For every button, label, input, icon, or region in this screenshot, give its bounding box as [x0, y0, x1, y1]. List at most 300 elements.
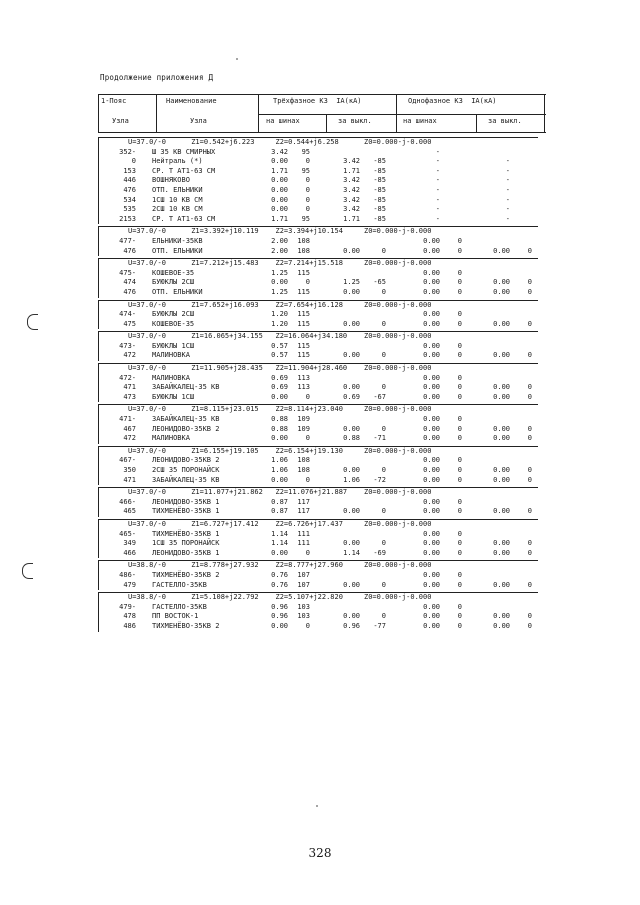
- table-row: [98, 571, 546, 581]
- cell-node-name: ОТП. ЕЛЬНИКИ: [152, 246, 203, 255]
- table-row: [98, 415, 546, 425]
- cell-switch-current-1ph: 0.00: [493, 351, 510, 360]
- table-row: [98, 310, 546, 320]
- cell-node: 475-: [119, 268, 136, 277]
- cell-bus-current-3ph: 2.00: [271, 246, 288, 255]
- cell-node: 475: [123, 319, 136, 328]
- block-impedance-text: U=37.0/-0 Z1=8.115+j23.015 Z2=8.114+j23.040 Z0=0.000-j-0.000: [128, 405, 432, 414]
- header-divider: [326, 114, 327, 132]
- cell-bus-current-1ph: 0.00: [423, 507, 440, 516]
- cell-bus-angle-1ph: 0: [457, 434, 462, 443]
- cell-bus-angle-1ph: 0: [457, 415, 462, 424]
- cell-switch-current-3ph: 1.71: [343, 166, 360, 175]
- cell-node-name: 1СШ 10 КВ СМ: [152, 195, 203, 204]
- table-row: [98, 383, 546, 393]
- cell-bus-current-3ph: 1.06: [271, 456, 288, 465]
- cell-bus-current-1ph: 0.00: [423, 278, 440, 287]
- cell-switch-current-1ph: 0.00: [493, 392, 510, 401]
- block-impedance-text: U=37.0/-0 Z1=16.065+j34.155 Z2=16.064+j34.180 Z0=0.000-j-0.000: [128, 332, 432, 341]
- cell-bus-current-1ph: 0.00: [423, 475, 440, 484]
- cell-switch-current-1ph: -: [505, 185, 510, 194]
- cell-switch-angle-3ph: -77: [373, 621, 386, 630]
- cell-bus-angle-3ph: 113: [297, 383, 310, 392]
- table-row: [98, 425, 546, 435]
- cell-bus-angle-1ph: 0: [457, 246, 462, 255]
- cell-bus-angle-3ph: 0: [305, 176, 310, 185]
- cell-node: 486: [123, 621, 136, 630]
- block-impedance-text: U=37.0/-0 Z1=7.652+j16.093 Z2=7.654+j16.128 Z0=0.000-j-0.000: [128, 300, 432, 309]
- cell-node: 476: [123, 246, 136, 255]
- cell-switch-current-1ph: 0.00: [493, 278, 510, 287]
- cell-bus-angle-3ph: 95: [301, 166, 310, 175]
- cell-switch-current-1ph: -: [505, 157, 510, 166]
- cell-node-name: КОШЕВОЕ-35: [152, 319, 195, 328]
- cell-bus-current-3ph: 1.25: [271, 268, 288, 277]
- block-impedance-text: U=37.0/-0 Z1=11.077+j21.862 Z2=11.076+j21.887 Z0=0.000-j-0.000: [128, 488, 432, 497]
- cell-switch-current-1ph: 0.00: [493, 612, 510, 621]
- cell-switch-angle-3ph: -69: [373, 548, 386, 557]
- cell-switch-current-3ph: 0.00: [343, 246, 360, 255]
- table-row: [98, 215, 546, 225]
- cell-bus-current-3ph: 0.00: [271, 205, 288, 214]
- cell-node: 2153: [119, 214, 136, 223]
- node-block: [98, 258, 546, 297]
- cell-bus-angle-3ph: 0: [305, 475, 310, 484]
- table-row: [98, 186, 546, 196]
- cell-bus-angle-1ph: 0: [457, 507, 462, 516]
- cell-node-name: МАЛИНОВКА: [152, 351, 190, 360]
- cell-node: 467: [123, 424, 136, 433]
- cell-node-name: ЗАБАЙКАЛЕЦ-35 КВ: [152, 475, 220, 484]
- table-row: [98, 507, 546, 517]
- cell-switch-angle-1ph: 0: [527, 392, 532, 401]
- table-row: [98, 581, 546, 591]
- cell-switch-current-3ph: 0.00: [343, 287, 360, 296]
- table-row: [98, 612, 546, 622]
- cell-node-name: ЗАБАЙКАЛЕЦ-35 КВ: [152, 415, 220, 424]
- cell-node: 476: [123, 287, 136, 296]
- cell-bus-angle-1ph: 0: [457, 475, 462, 484]
- cell-switch-angle-3ph: -67: [373, 392, 386, 401]
- cell-bus-current-3ph: 1.25: [271, 287, 288, 296]
- cell-bus-angle-3ph: 117: [297, 497, 310, 506]
- cell-switch-angle-1ph: 0: [527, 287, 532, 296]
- cell-bus-current-1ph: 0.00: [423, 415, 440, 424]
- block-header-row: [98, 488, 546, 498]
- cell-bus-angle-1ph: 0: [457, 497, 462, 506]
- cell-bus-angle-3ph: 108: [297, 456, 310, 465]
- cell-bus-current-3ph: 0.96: [271, 612, 288, 621]
- cell-node-name: БУЮКЛЫ 1СШ: [152, 392, 195, 401]
- cell-bus-angle-3ph: 117: [297, 507, 310, 516]
- table-row: [98, 247, 546, 257]
- cell-bus-current-1ph: 0.00: [423, 424, 440, 433]
- cell-bus-current-1ph: 0.00: [423, 497, 440, 506]
- cell-node: 486-: [119, 570, 136, 579]
- cell-switch-angle-3ph: 0: [381, 319, 386, 328]
- cell-switch-current-1ph: 0.00: [493, 621, 510, 630]
- cell-switch-angle-1ph: 0: [527, 351, 532, 360]
- cell-bus-angle-1ph: 0: [457, 383, 462, 392]
- cell-bus-current-1ph: -: [435, 205, 440, 214]
- cell-bus-angle-3ph: 115: [297, 319, 310, 328]
- cell-bus-angle-1ph: 0: [457, 570, 462, 579]
- cell-node: 471: [123, 475, 136, 484]
- cell-bus-angle-1ph: 0: [457, 319, 462, 328]
- header-behind-switch: за выкл.: [488, 117, 522, 125]
- cell-switch-angle-1ph: 0: [527, 383, 532, 392]
- cell-node: 472: [123, 434, 136, 443]
- node-block: [98, 519, 546, 558]
- page-number: 328: [308, 846, 332, 860]
- cell-switch-current-3ph: 0.88: [343, 434, 360, 443]
- cell-switch-current-1ph: -: [505, 205, 510, 214]
- cell-bus-angle-1ph: 0: [457, 278, 462, 287]
- block-impedance-text: U=37.0/-0 Z1=6.155+j19.105 Z2=6.154+j19.130 Z0=0.000-j-0.000: [128, 446, 432, 455]
- cell-switch-current-3ph: 3.42: [343, 205, 360, 214]
- header-on-buses: на шинах: [266, 117, 300, 125]
- cell-node: 446: [123, 176, 136, 185]
- cell-node-name: ВОШНЯКОВО: [152, 176, 190, 185]
- cell-bus-angle-3ph: 113: [297, 373, 310, 382]
- binding-hole-mark: [27, 314, 38, 330]
- cell-bus-angle-3ph: 0: [305, 548, 310, 557]
- cell-node-name: БУЮКЛЫ 1СШ: [152, 341, 195, 350]
- cell-switch-current-1ph: -: [505, 166, 510, 175]
- cell-bus-current-1ph: 0.00: [423, 456, 440, 465]
- cell-node: 472-: [119, 373, 136, 382]
- cell-bus-current-1ph: 0.00: [423, 602, 440, 611]
- cell-switch-current-3ph: 3.42: [343, 157, 360, 166]
- cell-node-name: МАЛИНОВКА: [152, 373, 190, 382]
- cell-bus-angle-3ph: 107: [297, 570, 310, 579]
- node-block: [98, 137, 546, 224]
- table-row: [98, 278, 546, 288]
- cell-node: 349: [123, 539, 136, 548]
- table-row: [98, 466, 546, 476]
- cell-switch-current-3ph: 0.00: [343, 383, 360, 392]
- cell-switch-current-3ph: 0.00: [343, 466, 360, 474]
- cell-switch-current-3ph: 3.42: [343, 195, 360, 204]
- header-divider: [396, 94, 397, 132]
- cell-bus-current-1ph: 0.00: [423, 319, 440, 328]
- table-row: [98, 351, 546, 361]
- cell-node-name: ЛЕОНИДОВО-35КВ 2: [152, 424, 220, 433]
- block-header-row: [98, 259, 546, 269]
- cell-bus-current-1ph: -: [435, 147, 440, 156]
- binding-hole-mark: [22, 563, 33, 579]
- table-row: [98, 374, 546, 384]
- cell-node-name: МАЛИНОВКА: [152, 434, 190, 443]
- cell-bus-angle-1ph: 0: [457, 268, 462, 277]
- cell-node: 472: [123, 351, 136, 360]
- cell-bus-current-3ph: 1.20: [271, 310, 288, 319]
- node-block: [98, 487, 546, 517]
- table-row: [98, 456, 546, 466]
- cell-node: 474-: [119, 310, 136, 319]
- cell-node-name: ТИХМЕНЁВО-35КВ 1: [152, 529, 220, 538]
- cell-bus-current-1ph: -: [435, 166, 440, 175]
- cell-bus-angle-1ph: 0: [457, 373, 462, 382]
- cell-bus-current-3ph: 0.57: [271, 341, 288, 350]
- header-node-belt: 1-Пояс: [101, 97, 127, 105]
- header-bottom-rule: [98, 132, 546, 133]
- cell-bus-angle-3ph: 111: [297, 539, 310, 548]
- cell-node-name: БУЮКЛЫ 2СШ: [152, 310, 195, 319]
- header-single-phase: Однофазное КЗ IA(кА): [408, 97, 497, 105]
- cell-bus-angle-1ph: 0: [457, 580, 462, 589]
- header-divider: [544, 94, 545, 132]
- cell-bus-current-3ph: 1.06: [271, 466, 288, 474]
- cell-bus-current-1ph: 0.00: [423, 548, 440, 557]
- block-impedance-text: U=37.0/-0 Z1=7.212+j15.483 Z2=7.214+j15.518 Z0=0.000-j-0.000: [128, 259, 432, 268]
- cell-bus-current-1ph: 0.00: [423, 373, 440, 382]
- header-node-name: Узла: [190, 117, 207, 125]
- cell-bus-angle-3ph: 109: [297, 424, 310, 433]
- table-row: [98, 167, 546, 177]
- cell-bus-angle-1ph: 0: [457, 392, 462, 401]
- cell-bus-angle-1ph: 0: [457, 612, 462, 621]
- cell-bus-current-1ph: 0.00: [423, 529, 440, 538]
- cell-bus-current-1ph: 0.00: [423, 268, 440, 277]
- block-impedance-text: U=37.0/-0 Z1=6.727+j17.412 Z2=6.726+j17.437 Z0=0.000-j-0.000: [128, 519, 432, 528]
- cell-switch-angle-3ph: 0: [381, 246, 386, 255]
- cell-bus-angle-3ph: 115: [297, 341, 310, 350]
- node-block: [98, 331, 546, 361]
- block-impedance-text: U=38.8/-0 Z1=5.108+j22.792 Z2=5.107+j22.820 Z0=0.000-j-0.000: [128, 593, 432, 602]
- cell-switch-current-1ph: 0.00: [493, 466, 510, 474]
- cell-bus-angle-3ph: 109: [297, 415, 310, 424]
- header-mid-rule: [258, 114, 546, 115]
- cell-bus-angle-3ph: 103: [297, 602, 310, 611]
- header-divider: [476, 114, 477, 132]
- node-block: [98, 300, 546, 330]
- cell-switch-current-3ph: 0.00: [343, 424, 360, 433]
- cell-switch-current-1ph: 0.00: [493, 434, 510, 443]
- cell-switch-current-1ph: 0.00: [493, 287, 510, 296]
- cell-bus-current-3ph: 0.87: [271, 497, 288, 506]
- cell-switch-current-3ph: 3.42: [343, 176, 360, 185]
- table-row: [98, 148, 546, 158]
- cell-bus-current-3ph: 0.76: [271, 570, 288, 579]
- cell-bus-current-3ph: 0.00: [271, 185, 288, 194]
- cell-switch-angle-1ph: 0: [527, 580, 532, 589]
- cell-bus-current-1ph: 0.00: [423, 392, 440, 401]
- cell-node: 471-: [119, 415, 136, 424]
- cell-bus-angle-3ph: 108: [297, 236, 310, 245]
- cell-bus-current-3ph: 1.71: [271, 166, 288, 175]
- cell-switch-current-3ph: 1.06: [343, 475, 360, 484]
- cell-bus-current-3ph: 0.88: [271, 424, 288, 433]
- cell-switch-angle-3ph: 0: [381, 466, 386, 474]
- scan-speck: [236, 58, 238, 60]
- cell-bus-current-1ph: -: [435, 195, 440, 204]
- cell-bus-current-3ph: 0.69: [271, 383, 288, 392]
- cell-switch-current-3ph: 0.96: [343, 621, 360, 630]
- cell-switch-angle-1ph: 0: [527, 434, 532, 443]
- cell-switch-current-1ph: 0.00: [493, 246, 510, 255]
- cell-node: 465: [123, 507, 136, 516]
- cell-bus-angle-3ph: 0: [305, 621, 310, 630]
- cell-bus-current-3ph: 1.20: [271, 319, 288, 328]
- cell-switch-current-3ph: 3.42: [343, 185, 360, 194]
- cell-node: 474: [123, 278, 136, 287]
- header-divider: [258, 94, 259, 132]
- block-header-row: [98, 447, 546, 457]
- cell-node-name: СР. Т АТ1-63 СМ: [152, 166, 216, 175]
- cell-switch-angle-1ph: 0: [527, 475, 532, 484]
- cell-switch-angle-3ph: 0: [381, 287, 386, 296]
- node-block: [98, 560, 546, 590]
- table-row: [98, 176, 546, 186]
- cell-switch-current-3ph: 1.14: [343, 548, 360, 557]
- cell-node-name: ГАСТЕЛЛО-35КВ: [152, 602, 207, 611]
- cell-bus-current-1ph: 0.00: [423, 539, 440, 548]
- cell-node: 479-: [119, 602, 136, 611]
- cell-switch-angle-1ph: 0: [527, 278, 532, 287]
- block-impedance-text: U=37.0/-0 Z1=3.392+j10.119 Z2=3.394+j10.154 Z0=0.000-j-0.000: [128, 227, 432, 236]
- cell-node: 467-: [119, 456, 136, 465]
- cell-switch-current-3ph: 1.25: [343, 278, 360, 287]
- cell-node-name: 1СШ 35 ПОРОНАЙСК: [152, 539, 220, 548]
- block-impedance-text: U=37.0/-0 Z1=0.542+j6.223 Z2=0.544+j6.258 Z0=0.000-j-0.000: [128, 138, 432, 146]
- cell-bus-current-1ph: 0.00: [423, 570, 440, 579]
- header-name: Наименование: [166, 97, 217, 105]
- cell-bus-angle-3ph: 0: [305, 434, 310, 443]
- cell-node: 473-: [119, 341, 136, 350]
- cell-switch-angle-3ph: -85: [373, 185, 386, 194]
- cell-switch-current-3ph: 0.00: [343, 539, 360, 548]
- cell-switch-angle-1ph: 0: [527, 507, 532, 516]
- cell-bus-current-3ph: 0.57: [271, 351, 288, 360]
- cell-node-name: ЗАБАЙКАЛЕЦ-35 КВ: [152, 383, 220, 392]
- cell-node: 153: [123, 166, 136, 175]
- cell-switch-current-1ph: 0.00: [493, 507, 510, 516]
- header-divider: [156, 94, 157, 132]
- cell-switch-angle-3ph: -71: [373, 434, 386, 443]
- block-header-row: [98, 332, 546, 342]
- cell-switch-angle-3ph: -72: [373, 475, 386, 484]
- block-header-row: [98, 593, 546, 603]
- cell-switch-angle-1ph: 0: [527, 246, 532, 255]
- cell-node: 476: [123, 185, 136, 194]
- node-block: [98, 592, 546, 631]
- cell-node-name: ОТП. ЕЛЬНИКИ: [152, 185, 203, 194]
- cell-bus-current-3ph: 0.69: [271, 373, 288, 382]
- node-block: [98, 446, 546, 485]
- cell-node-name: Нейтраль (*): [152, 157, 203, 166]
- cell-bus-current-3ph: 0.76: [271, 580, 288, 589]
- cell-bus-angle-3ph: 95: [301, 214, 310, 223]
- cell-bus-current-1ph: 0.00: [423, 341, 440, 350]
- cell-switch-current-3ph: 0.00: [343, 612, 360, 621]
- block-impedance-text: U=37.0/-0 Z1=11.905+j28.435 Z2=11.904+j28.460 Z0=0.000-j-0.000: [128, 364, 432, 373]
- cell-node-name: КОШЕВОЕ-35: [152, 268, 195, 277]
- table-row: [98, 498, 546, 508]
- cell-switch-current-3ph: 0.00: [343, 319, 360, 328]
- cell-node: 350: [123, 466, 136, 474]
- cell-node-name: ЕЛЬНИКИ-35КВ: [152, 236, 203, 245]
- cell-switch-angle-3ph: 0: [381, 351, 386, 360]
- cell-switch-angle-3ph: -85: [373, 214, 386, 223]
- table-header: [98, 92, 546, 134]
- cell-bus-angle-1ph: 0: [457, 548, 462, 557]
- cell-bus-angle-3ph: 115: [297, 310, 310, 319]
- cell-bus-angle-1ph: 0: [457, 351, 462, 360]
- cell-bus-current-1ph: 0.00: [423, 466, 440, 474]
- cell-bus-current-3ph: 0.00: [271, 392, 288, 401]
- cell-switch-current-1ph: 0.00: [493, 539, 510, 548]
- cell-node: 535: [123, 205, 136, 214]
- cell-bus-angle-3ph: 0: [305, 195, 310, 204]
- cell-switch-angle-3ph: -85: [373, 157, 386, 166]
- cell-bus-current-1ph: 0.00: [423, 236, 440, 245]
- cell-bus-current-3ph: 0.00: [271, 195, 288, 204]
- cell-bus-angle-1ph: 0: [457, 456, 462, 465]
- cell-switch-current-1ph: 0.00: [493, 319, 510, 328]
- cell-bus-angle-3ph: 0: [305, 205, 310, 214]
- header-on-buses: на шинах: [403, 117, 437, 125]
- cell-bus-current-1ph: 0.00: [423, 580, 440, 589]
- cell-switch-angle-1ph: 0: [527, 539, 532, 548]
- table-row: [98, 393, 546, 403]
- cell-bus-angle-1ph: 0: [457, 341, 462, 350]
- cell-switch-angle-3ph: -85: [373, 205, 386, 214]
- cell-bus-current-1ph: 0.00: [423, 612, 440, 621]
- cell-bus-current-1ph: 0.00: [423, 434, 440, 443]
- table-row: [98, 205, 546, 215]
- cell-bus-current-3ph: 1.14: [271, 529, 288, 538]
- cell-node: 465-: [119, 529, 136, 538]
- cell-node-name: ЛЕОНИДОВО-35КВ 2: [152, 456, 220, 465]
- cell-bus-current-3ph: 3.42: [271, 147, 288, 156]
- cell-bus-current-1ph: -: [435, 214, 440, 223]
- cell-bus-angle-3ph: 103: [297, 612, 310, 621]
- short-circuit-table: [98, 137, 546, 634]
- cell-switch-angle-3ph: -85: [373, 176, 386, 185]
- table-row: [98, 288, 546, 298]
- cell-bus-current-3ph: 1.71: [271, 214, 288, 223]
- cell-switch-current-1ph: -: [505, 176, 510, 185]
- cell-node: 477-: [119, 236, 136, 245]
- table-row: [98, 237, 546, 247]
- cell-bus-angle-1ph: 0: [457, 621, 462, 630]
- block-header-row: [98, 520, 546, 530]
- cell-bus-angle-3ph: 0: [305, 392, 310, 401]
- block-header-row: [98, 227, 546, 237]
- cell-switch-angle-3ph: -85: [373, 195, 386, 204]
- cell-switch-angle-1ph: 0: [527, 621, 532, 630]
- cell-switch-current-1ph: 0.00: [493, 580, 510, 589]
- cell-node-name: ПП ВОСТОК-1: [152, 612, 199, 621]
- cell-node-name: ТИХМЕНЁВО-35КВ 2: [152, 621, 220, 630]
- header-node: Узла: [112, 117, 129, 125]
- cell-bus-angle-1ph: 0: [457, 529, 462, 538]
- cell-bus-current-1ph: 0.00: [423, 351, 440, 360]
- cell-node-name: ТИХМЕНЁВО-35КВ 2: [152, 570, 220, 579]
- cell-node: 479: [123, 580, 136, 589]
- cell-bus-current-3ph: 0.00: [271, 434, 288, 443]
- cell-switch-current-1ph: 0.00: [493, 383, 510, 392]
- cell-node-name: 2СШ 35 ПОРОНАЙСК: [152, 466, 220, 474]
- cell-switch-angle-3ph: 0: [381, 383, 386, 392]
- cell-bus-angle-3ph: 107: [297, 580, 310, 589]
- cell-switch-current-3ph: 0.69: [343, 392, 360, 401]
- cell-switch-angle-3ph: -65: [373, 278, 386, 287]
- cell-bus-current-3ph: 0.00: [271, 157, 288, 166]
- cell-bus-angle-1ph: 0: [457, 602, 462, 611]
- cell-bus-current-3ph: 0.00: [271, 621, 288, 630]
